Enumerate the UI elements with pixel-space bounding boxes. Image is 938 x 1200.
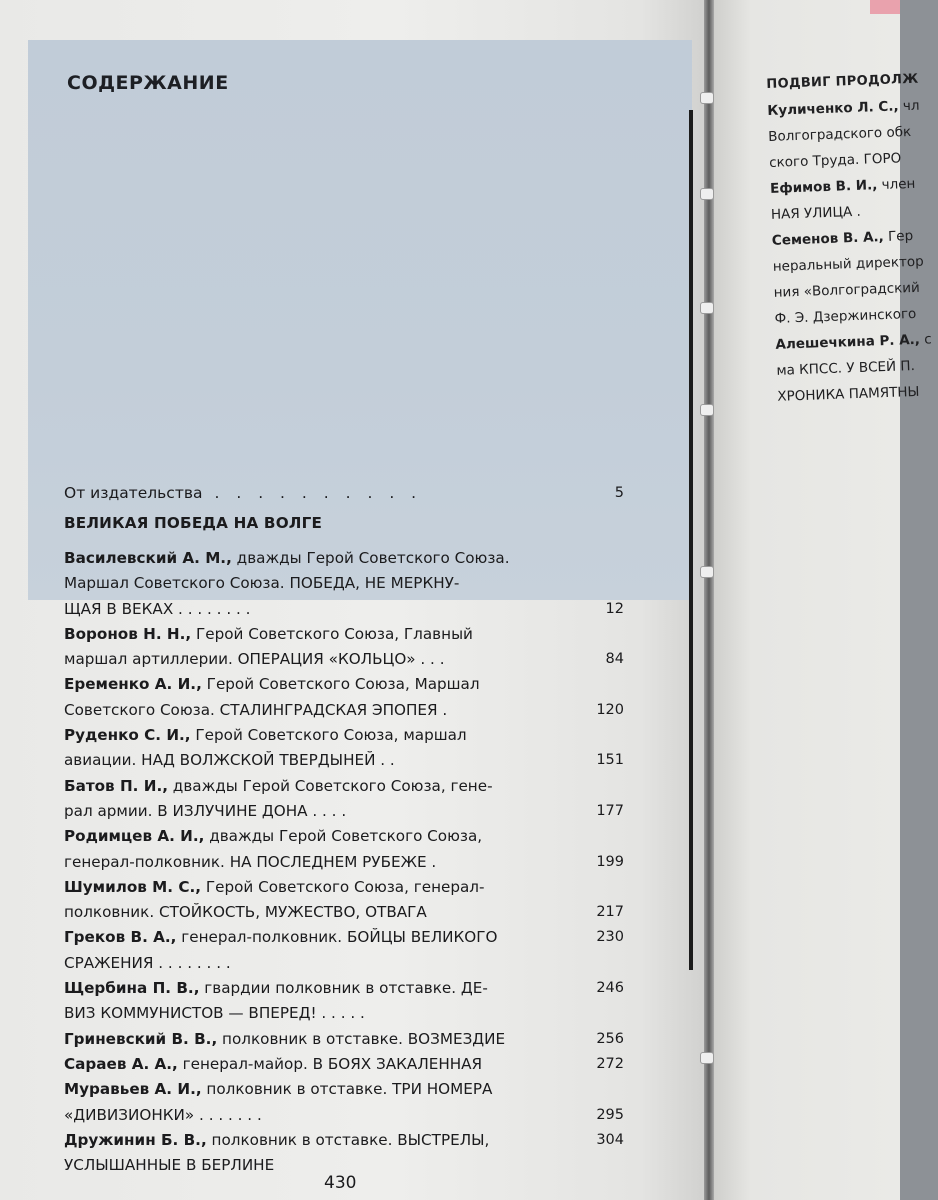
toc-entry-line bbox=[64, 774, 624, 799]
toc-entry-line bbox=[64, 723, 624, 748]
toc-page-number: 120 bbox=[596, 701, 624, 718]
toc-entry-line bbox=[64, 672, 624, 697]
page-gutter bbox=[704, 0, 714, 1200]
binding-stitch bbox=[700, 404, 714, 416]
toc-entry-line bbox=[64, 571, 624, 596]
right-page-line: НАЯ УЛИЦА . bbox=[770, 203, 862, 223]
toc-text: ЩАЯ В ВЕКАХ . . . . . . . . bbox=[64, 599, 251, 618]
right-page-line: Волгоградского обк bbox=[767, 123, 912, 145]
binding-stitch bbox=[700, 92, 714, 104]
toc-page-number: 199 bbox=[596, 853, 624, 870]
bookmark-tab bbox=[870, 0, 900, 14]
toc-author: Шумилов М. С., bbox=[64, 877, 202, 896]
binding-stitch bbox=[700, 566, 714, 578]
leader-dots: . . . . . . . . . . bbox=[214, 484, 423, 502]
section-title: ВЕЛИКАЯ ПОБЕДА НА ВОЛГЕ bbox=[64, 514, 323, 532]
toc-author: Воронов Н. Н., bbox=[64, 624, 192, 643]
binding-stitch bbox=[700, 1052, 714, 1064]
right-page-author: Семенов В. А., bbox=[771, 228, 885, 249]
toc-page-number: 272 bbox=[596, 1055, 624, 1072]
binding-stitch bbox=[700, 302, 714, 314]
toc-entry-line bbox=[64, 951, 624, 976]
toc-text: дважды Герой Советского Союза, гене- bbox=[167, 776, 493, 795]
toc-text: дважды Герой Советского Союза. bbox=[231, 549, 510, 567]
toc-text: маршал артиллерии. ОПЕРАЦИЯ «КОЛЬЦО» . . . bbox=[64, 650, 445, 669]
table-of-contents bbox=[64, 478, 624, 1178]
binding-stitch bbox=[700, 188, 714, 200]
toc-entry-line bbox=[64, 900, 624, 925]
toc-page-number: 151 bbox=[596, 752, 624, 769]
publisher-note-text: От издательства bbox=[64, 484, 203, 502]
toc-entry-line bbox=[64, 546, 624, 571]
right-page-text-fragment: член bbox=[877, 175, 916, 194]
toc-text: гвардии полковник в отставке. ДЕ- bbox=[199, 979, 488, 998]
toc-entry-line bbox=[64, 622, 624, 647]
toc-text: СРАЖЕНИЯ . . . . . . . . bbox=[64, 953, 231, 972]
toc-entry-line bbox=[64, 925, 624, 950]
toc-text: рал армии. В ИЗЛУЧИНЕ ДОНА . . . . bbox=[64, 801, 347, 820]
right-page bbox=[714, 0, 932, 1200]
toc-text: генерал-полковник. БОЙЦЫ ВЕЛИКОГО bbox=[176, 928, 498, 947]
toc-author: Гриневский В. В., bbox=[64, 1029, 218, 1048]
right-page-text-fragment: с bbox=[919, 331, 932, 348]
right-page-author: Алешечкина Р. А., bbox=[775, 331, 921, 353]
toc-author: Батов П. И., bbox=[64, 776, 168, 795]
right-page-line: Ф. Э. Дзержинского bbox=[774, 305, 917, 327]
right-page-text-fragment: Гер bbox=[883, 227, 914, 245]
contents-title: СОДЕРЖАНИЕ bbox=[67, 72, 229, 94]
right-page-text bbox=[766, 66, 938, 409]
toc-text: полковник в отставке. ВЫСТРЕЛЫ, bbox=[206, 1130, 490, 1149]
right-page-line: ПОДВИГ ПРОДОЛЖ bbox=[766, 71, 919, 92]
toc-page-number: 177 bbox=[596, 802, 624, 819]
toc-text: авиации. НАД ВОЛЖСКОЙ ТВЕРДЫНЕЙ . . bbox=[64, 751, 395, 770]
toc-author: Щербина П. В., bbox=[64, 979, 200, 998]
toc-entry-line bbox=[64, 875, 624, 900]
toc-text: Герой Советского Союза, маршал bbox=[190, 726, 467, 745]
toc-author: Греков В. А., bbox=[64, 928, 177, 947]
toc-page-number: 217 bbox=[596, 904, 624, 921]
toc-entry-line bbox=[64, 1001, 624, 1026]
toc-entry-line bbox=[64, 748, 624, 773]
toc-author: Руденко С. И., bbox=[64, 726, 191, 745]
right-page-text-fragment: чл bbox=[898, 97, 920, 115]
right-page-line: ХРОНИКА ПАМЯТНЫ bbox=[777, 383, 920, 405]
toc-text: ВИЗ КОММУНИСТОВ — ВПЕРЕД! . . . . . bbox=[64, 1004, 365, 1023]
toc-text: «ДИВИЗИОНКИ» . . . . . . . bbox=[64, 1105, 262, 1124]
toc-text: полковник. СТОЙКОСТЬ, МУЖЕСТВО, ОТВАГА bbox=[64, 903, 427, 922]
toc-page-number: 230 bbox=[596, 929, 624, 946]
right-page-line bbox=[770, 170, 931, 202]
toc-entry-line bbox=[64, 976, 624, 1001]
toc-entry-line bbox=[64, 647, 624, 672]
toc-text: УСЛЫШАННЫЕ В БЕРЛИНЕ bbox=[64, 1156, 275, 1175]
toc-text: генерал-полковник. НА ПОСЛЕДНЕМ РУБЕЖЕ . bbox=[64, 852, 437, 871]
toc-text: Маршал Советского Союза. ПОБЕДА, НЕ МЕРКНУ- bbox=[64, 574, 460, 593]
toc-entry-line bbox=[64, 824, 624, 849]
toc-entry-line bbox=[64, 850, 624, 875]
toc-text: Советского Союза. СТАЛИНГРАДСКАЯ ЭПОПЕЯ . bbox=[64, 700, 448, 719]
toc-page-number: 304 bbox=[596, 1131, 624, 1148]
toc-author: Сараев А. А., bbox=[64, 1054, 178, 1073]
toc-author: Дружинин Б. В., bbox=[64, 1130, 207, 1149]
toc-text: генерал-майор. В БОЯХ ЗАКАЛЕННАЯ bbox=[177, 1054, 483, 1073]
toc-page-number: 246 bbox=[596, 980, 624, 997]
right-page-line: неральный директор bbox=[772, 253, 924, 275]
toc-entry-line bbox=[64, 1128, 624, 1153]
toc-author: Родимцев А. И., bbox=[64, 827, 205, 846]
toc-entry-line bbox=[64, 1077, 624, 1102]
right-page-line: ского Труда. ГОРО bbox=[768, 150, 902, 171]
toc-text: дважды Герой Советского Союза, bbox=[204, 827, 483, 846]
toc-entry-line bbox=[64, 698, 624, 723]
toc-page-number: 84 bbox=[605, 651, 624, 668]
toc-author: Муравьев А. И., bbox=[64, 1080, 202, 1099]
toc-author: Василевский А. М., bbox=[64, 549, 232, 567]
toc-page-number: 295 bbox=[596, 1106, 624, 1123]
toc-author: Еременко А. И., bbox=[64, 675, 202, 694]
page-number: 430 bbox=[324, 1173, 357, 1193]
toc-page-number: 256 bbox=[596, 1030, 624, 1047]
toc-text: полковник в отставке. ТРИ НОМЕРА bbox=[201, 1080, 493, 1099]
toc-page-number: 12 bbox=[605, 600, 624, 617]
right-page-line: ма КПСС. У ВСЕЙ П. bbox=[776, 357, 916, 379]
right-page-line: ния «Волгоградский bbox=[773, 279, 921, 301]
toc-entry-line bbox=[64, 1027, 624, 1052]
right-page-author: Куличенко Л. С., bbox=[767, 98, 899, 119]
toc-entry-line bbox=[64, 597, 624, 622]
publisher-note-page: 5 bbox=[614, 485, 624, 501]
toc-entry-line bbox=[64, 1103, 624, 1128]
toc-text: Герой Советского Союза, Маршал bbox=[201, 675, 480, 694]
toc-text: Герой Советского Союза, Главный bbox=[191, 624, 473, 643]
toc-text: Герой Советского Союза, генерал- bbox=[201, 877, 485, 896]
toc-entry-line bbox=[64, 799, 624, 824]
publisher-note-line bbox=[64, 478, 624, 508]
toc-text: полковник в отставке. ВОЗМЕЗДИЕ bbox=[217, 1029, 506, 1048]
toc-entry-line bbox=[64, 1052, 624, 1077]
binding-line bbox=[689, 110, 693, 970]
right-page-author: Ефимов В. И., bbox=[769, 177, 878, 197]
